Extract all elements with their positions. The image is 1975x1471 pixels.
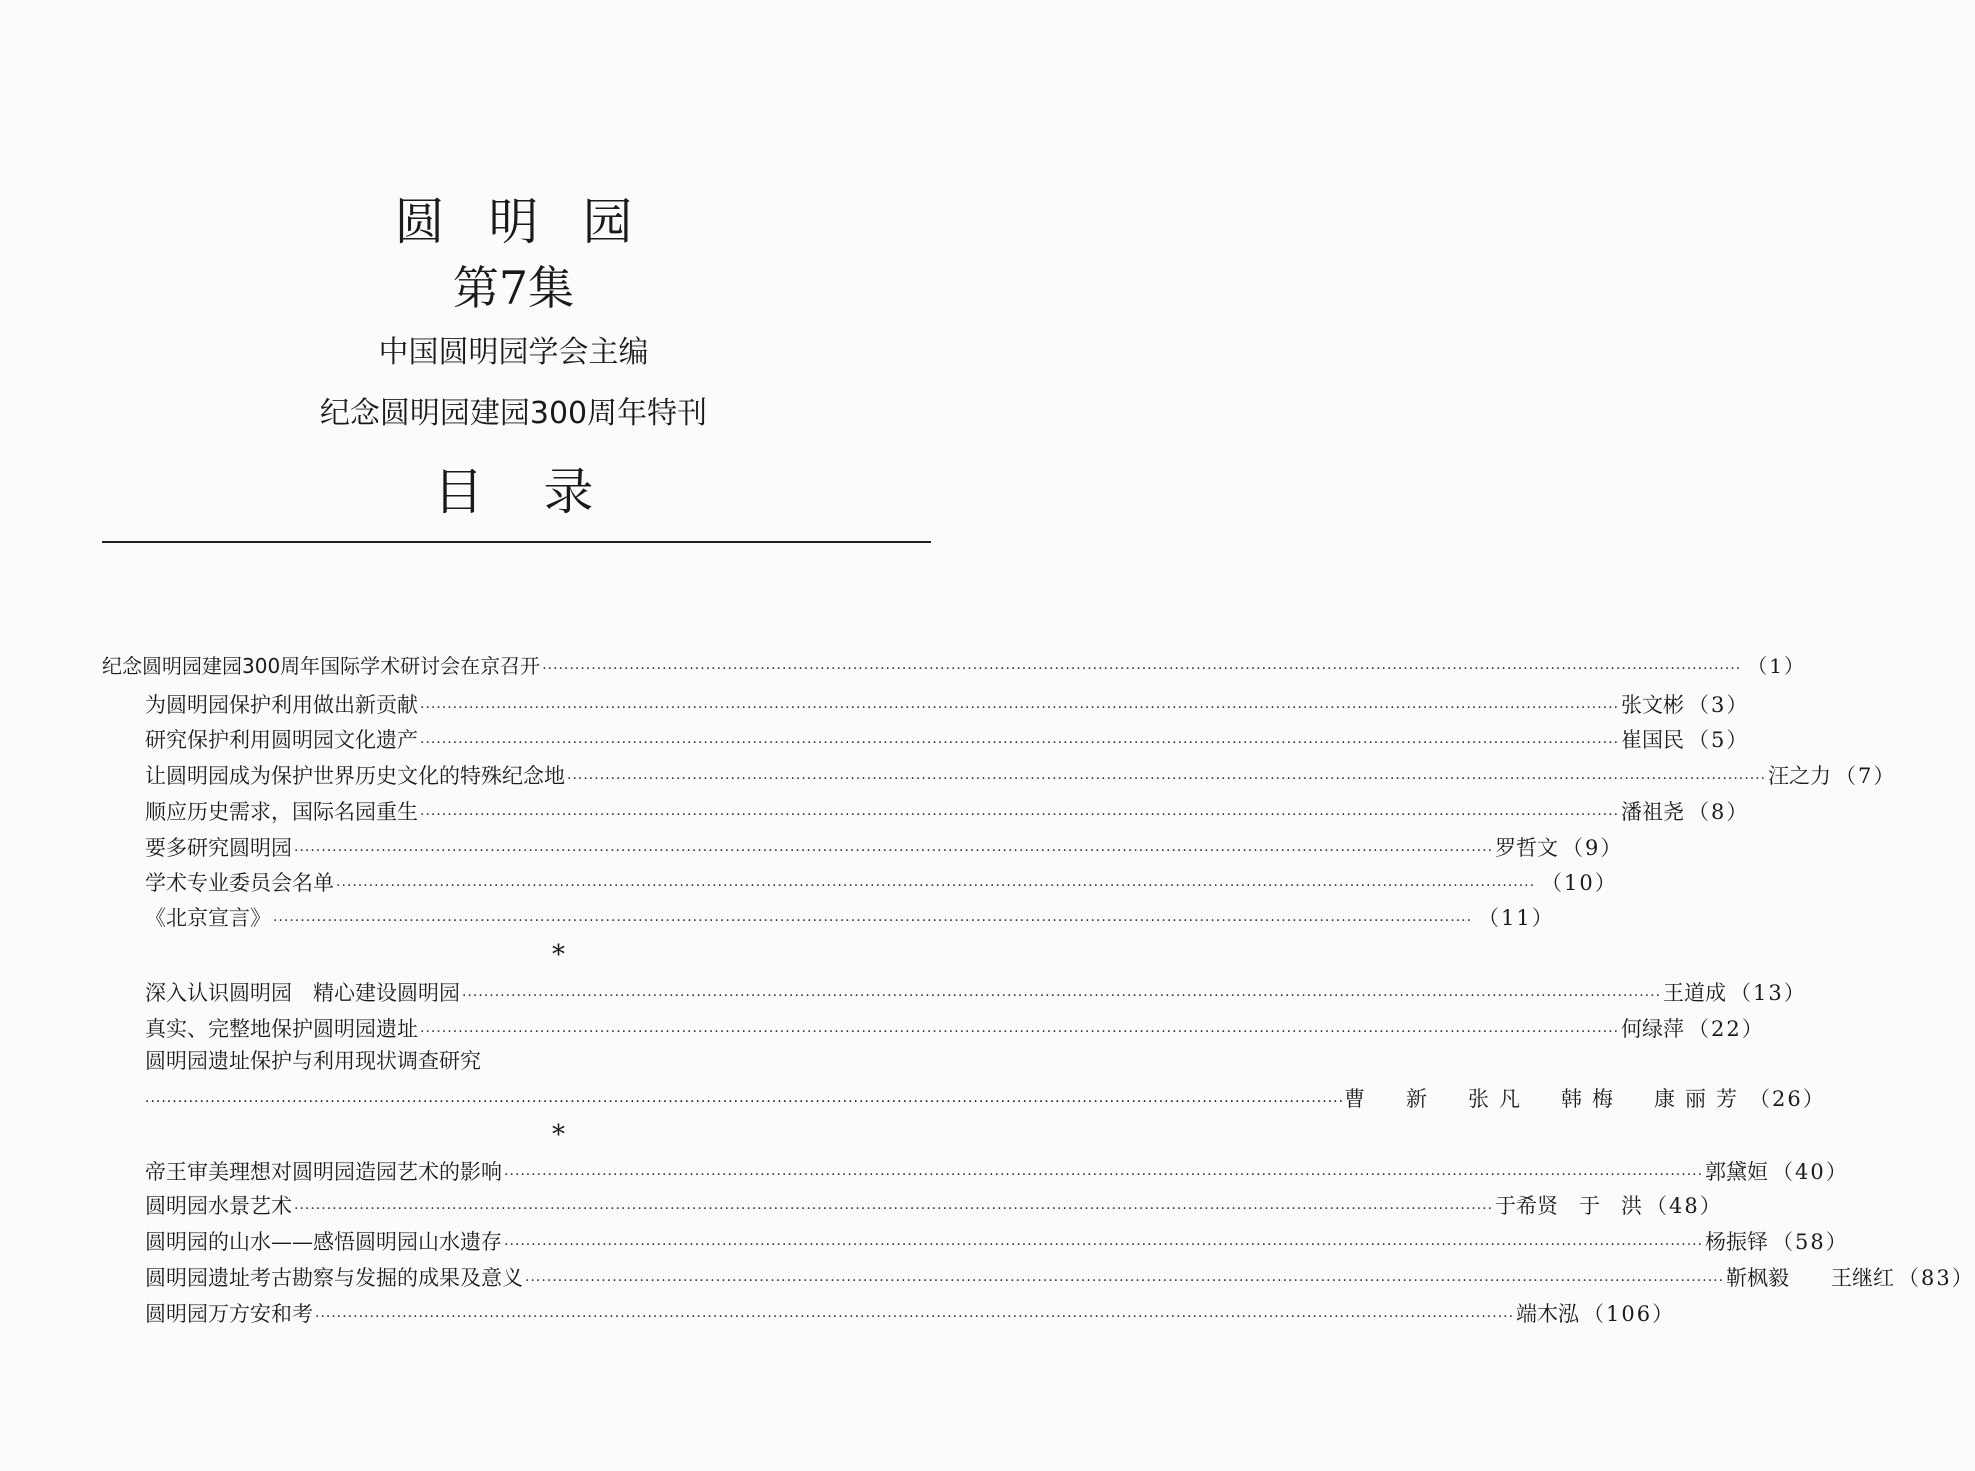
toc-entry-author: 汪之力 (1768, 764, 1832, 788)
dot-leader: ···························································································································································································································· (420, 735, 1620, 751)
toc-entry-author: 王道成 (1663, 981, 1727, 1005)
toc-entry (145, 1190, 1723, 1220)
toc-entry-author: 靳枫毅 王继红 (1726, 1266, 1895, 1290)
issue-number: 第7集 (452, 261, 575, 315)
editor-line: 中国圆明园学会主编 (378, 335, 649, 370)
dot-leader: ···························································································································································································································· (420, 807, 1620, 823)
dot-leader: ···························································································································································································································· (504, 1237, 1704, 1253)
toc-entry-page: （22） (1688, 1017, 1765, 1041)
toc-entry-author: 曹 新 张凡 韩梅 康丽芳 (1344, 1087, 1748, 1111)
toc-entry (145, 977, 1807, 1007)
toc-entry (145, 1226, 1849, 1256)
toc-entry-author: 何绿萍 (1621, 1017, 1685, 1041)
toc-entry-title: 圆明园的山水——感悟圆明园山水遗存 (145, 1230, 502, 1254)
toc-entry-page: （10） (1541, 871, 1618, 895)
toc-entry (145, 760, 1897, 790)
dot-leader: ···························································································································································································································· (504, 1167, 1704, 1183)
dot-leader: ···························································································································································································································· (462, 988, 1662, 1004)
section-separator-star: * (552, 940, 565, 970)
toc-entry-page: （9） (1562, 836, 1624, 860)
toc-entry (145, 689, 1750, 719)
toc-entry-title: 圆明园遗址考古勘察与发掘的成果及意义 (145, 1266, 523, 1290)
toc-entry (145, 1298, 1676, 1328)
dot-leader: ···························································································································································································································· (420, 700, 1620, 716)
toc-entry (145, 902, 1555, 932)
toc-entry-title: 要多研究圆明园 (145, 836, 292, 860)
special-issue-subtitle: 纪念圆明园建园300周年特刊 (319, 396, 708, 431)
divider-rule (102, 541, 931, 543)
dot-leader: ···························································································································································································································· (567, 771, 1767, 787)
toc-entry-author: 端木泓 (1516, 1302, 1580, 1326)
toc-entry-author: 罗哲文 (1495, 836, 1559, 860)
toc-entry-page: （26） (1749, 1087, 1826, 1111)
dot-leader: ···························································································································································································································· (273, 913, 1473, 929)
toc-entry (145, 1013, 1765, 1043)
toc-entry-author: 郭黛姮 (1705, 1160, 1769, 1184)
dot-leader: ···························································································································································································································· (145, 1094, 1345, 1110)
dot-leader: ···························································································································································································································· (336, 878, 1536, 894)
toc-entry-page: （58） (1772, 1230, 1849, 1254)
toc-entry-page: （5） (1688, 728, 1750, 752)
toc-entry-title: 《北京宣言》 (145, 906, 271, 930)
dot-leader: ···························································································································································································································· (315, 1309, 1515, 1325)
toc-entry (145, 796, 1750, 826)
toc-entry-title: 圆明园万方安和考 (145, 1302, 313, 1326)
toc-entry-title: 深入认识圆明园 精心建设圆明园 (145, 981, 460, 1005)
toc-entry-author: 张文彬 (1621, 693, 1685, 717)
toc-entry-page: （1） (1747, 654, 1806, 678)
toc-entry-author: 于希贤 于 洪 (1495, 1194, 1643, 1218)
dot-leader: ···························································································································································································································· (525, 1273, 1725, 1289)
toc-entry-page: （8） (1688, 800, 1750, 824)
dot-leader: ···························································································································································································································· (294, 843, 1494, 859)
toc-entry-author: 潘祖尧 (1621, 800, 1685, 824)
toc-entry-title: 真实、完整地保护圆明园遗址 (145, 1017, 418, 1041)
toc-entry-title: 纪念圆明园建园300周年国际学术研讨会在京召开 (102, 654, 541, 678)
toc-entry-page: （7） (1835, 764, 1897, 788)
toc-entry-page: （83） (1898, 1266, 1975, 1290)
toc-entry-title: 顺应历史需求，国际名园重生 (145, 800, 418, 824)
toc-entry-page: （106） (1583, 1302, 1676, 1326)
section-separator-star: * (552, 1120, 565, 1150)
toc-entry-title: 学术专业委员会名单 (145, 871, 334, 895)
dot-leader: ···························································································································································································································· (420, 1024, 1620, 1040)
toc-entry (145, 832, 1624, 862)
toc-entry (102, 650, 1806, 679)
toc-entry-page: （40） (1772, 1160, 1849, 1184)
toc-entry (145, 1083, 1826, 1113)
toc-entry-title: 研究保护利用圆明园文化遗产 (145, 728, 418, 752)
toc-entry-author: 杨振铎 (1705, 1230, 1769, 1254)
toc-entry-title: 为圆明园保护利用做出新贡献 (145, 693, 418, 717)
toc-entry-page: （11） (1478, 906, 1555, 930)
toc-entry-title: 圆明园水景艺术 (145, 1194, 292, 1218)
toc-entry (145, 1156, 1849, 1186)
toc-entry-title: 让圆明园成为保护世界历史文化的特殊纪念地 (145, 764, 565, 788)
dot-leader: ···························································································································································································································· (294, 1201, 1494, 1217)
toc-entry-title: 帝王审美理想对圆明园造园艺术的影响 (145, 1160, 502, 1184)
toc-entry (145, 867, 1618, 897)
toc-entry-page: （48） (1646, 1194, 1723, 1218)
toc-entry-title: 圆明园遗址保护与利用现状调查研究 (145, 1049, 481, 1073)
toc-entry-page: （13） (1730, 981, 1807, 1005)
journal-title: 圆明园 (394, 193, 677, 251)
toc-entry (145, 724, 1750, 754)
toc-entry (145, 1262, 1975, 1292)
toc-entry-author: 崔国民 (1621, 728, 1685, 752)
dot-leader: ···························································································································································································································· (542, 661, 1742, 677)
toc-heading: 目录 (433, 463, 654, 521)
toc-entry-page: （3） (1688, 693, 1750, 717)
